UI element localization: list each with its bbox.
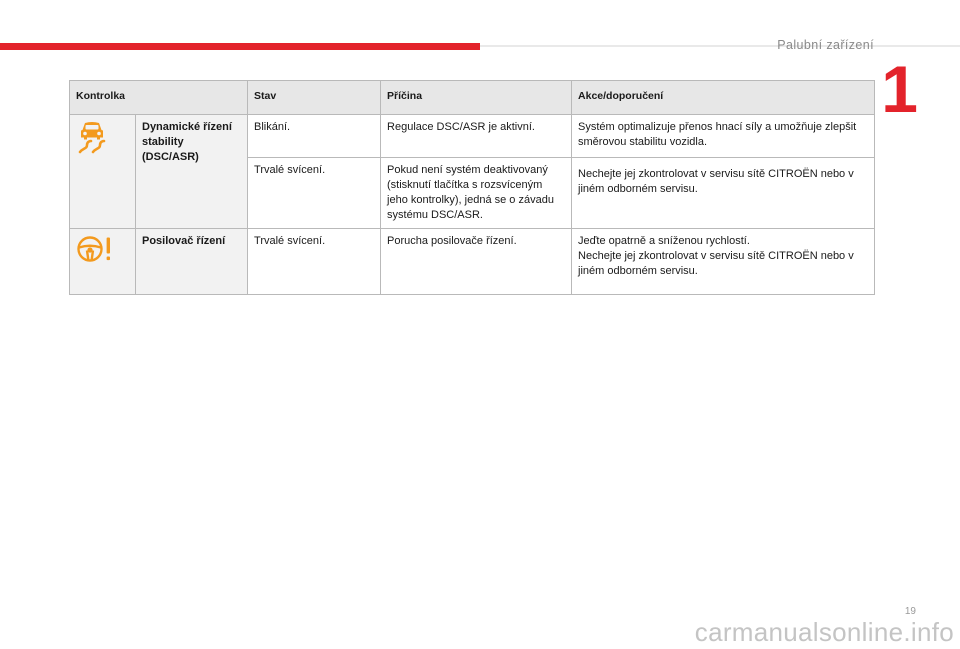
indicator-name: Dynamické řízení stability (DSC/ASR) bbox=[136, 115, 248, 229]
header-gray-rule bbox=[480, 45, 960, 47]
action-cell bbox=[572, 229, 875, 295]
table-row bbox=[70, 229, 875, 295]
chapter-number: 1 bbox=[881, 52, 918, 126]
icon-cell bbox=[70, 229, 136, 295]
header-red-bar bbox=[0, 43, 480, 50]
table-header-row bbox=[70, 81, 875, 115]
header-state: Stav bbox=[248, 81, 381, 115]
header-action: Akce/doporučení bbox=[572, 81, 875, 115]
power-steering-warning-icon bbox=[76, 234, 114, 264]
page-number: 19 bbox=[904, 606, 916, 617]
table-row bbox=[70, 115, 875, 158]
state-cell: Blikání. bbox=[248, 115, 381, 158]
indicator-name: Posilovač řízení bbox=[136, 229, 248, 295]
state-cell: Trvalé svícení. bbox=[248, 158, 381, 229]
cause-cell: Pokud není systém deaktivovaný (stisknutí tlačítka s rozsvíceným jeho kontrolky), jedná se o závadu systému DSC/ASR. bbox=[381, 158, 572, 229]
cause-cell: Regulace DSC/ASR je aktivní. bbox=[381, 115, 572, 158]
watermark-text: carmanualsonline.info bbox=[694, 617, 954, 647]
stability-control-icon bbox=[76, 120, 108, 154]
action-cell: Systém optimalizuje přenos hnací síly a umožňuje zlepšit směrovou stabilitu vozidla. bbox=[572, 115, 875, 158]
action-cell: Nechejte jej zkontrolovat v servisu sítě CITROËN nebo v jiném odborném servisu. bbox=[572, 158, 875, 229]
cause-cell: Porucha posilovače řízení. bbox=[381, 229, 572, 295]
state-cell: Trvalé svícení. bbox=[248, 229, 381, 295]
action-line: Nechejte jej zkontrolovat v servisu sítě CITROËN nebo v jiném odborném servisu. bbox=[578, 250, 854, 277]
section-title: Palubní zařízení bbox=[777, 38, 874, 52]
action-line: Jeďte opatrně a sníženou rychlostí. bbox=[578, 235, 750, 247]
indicator-table bbox=[69, 80, 875, 295]
icon-cell bbox=[70, 115, 136, 229]
header-indicator: Kontrolka bbox=[70, 81, 248, 115]
header-cause: Příčina bbox=[381, 81, 572, 115]
